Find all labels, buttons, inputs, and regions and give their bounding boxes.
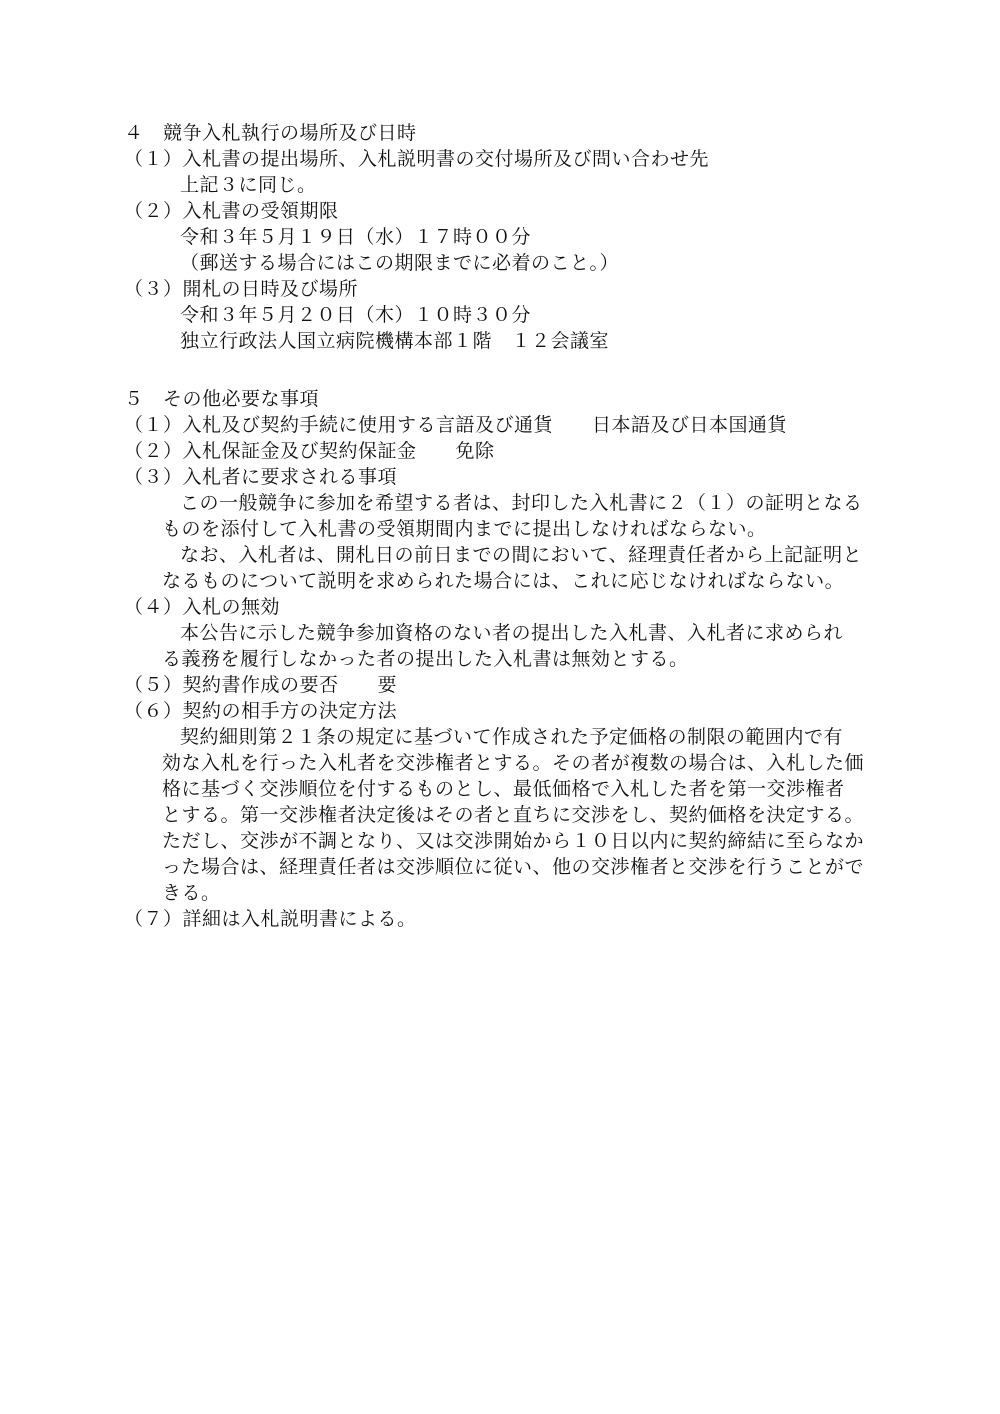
section5-item6-line6: った場合は、経理責任者は交渉順位に従い、他の交渉権者と交渉を行うことがで [162,856,865,878]
section5-item6-line4: とする。第一交渉権者決定後はその者と直ちに交渉をし、契約価格を決定する。 [162,804,865,826]
section5-item3-p2-line2: なるものについて説明を求められた場合には、これに応じなければならない。 [162,570,845,592]
section5-item6-line7: きる。 [162,882,221,904]
section5-item7: （７）詳細は入札説明書による。 [124,908,417,930]
section4-item2-note: （郵送する場合にはこの期限までに必着のこと。） [180,252,620,274]
section5-item6-line3: 格に基づく交渉順位を付するものとし、最低価格で入札した者を第一交渉権者 [162,778,845,800]
section5-item6-line1: 契約細則第２１条の規定に基づいて作成された予定価格の制限の範囲内で有 [180,726,844,748]
section4-item3-title: （３）開札の日時及び場所 [124,278,359,300]
section5-heading: ５ その他必要な事項 [124,388,320,410]
section5-item4-line2: る義務を履行しなかった者の提出した入札書は無効とする。 [162,648,689,670]
section5-item3-title: （３）入札者に要求される事項 [124,466,398,488]
section4-item3-place: 独立行政法人国立病院機構本部１階 １２会議室 [180,330,610,352]
section5-item3-p2-line1: なお、入札者は、開札日の前日までの間において、経理責任者から上記証明と [180,544,863,566]
section4-item3-date: 令和３年５月２０日（木）１０時３０分 [180,304,532,326]
section5-item6-title: （６）契約の相手方の決定方法 [124,700,398,722]
section5-item6-line2: 効な入札を行った入札者を交渉権者とする。その者が複数の場合は、入札した価 [162,752,865,774]
section4-item1-title: （１）入札書の提出場所、入札説明書の交付場所及び問い合わせ先 [124,148,710,170]
section5-item2: （２）入札保証金及び契約保証金 免除 [124,440,495,462]
section5-item6-line5: ただし、交渉が不調となり、又は交渉開始から１０日以内に契約締結に至らなか [162,830,865,852]
section5-item3-p1-line2: ものを添付して入札書の受領期間内までに提出しなければならない。 [162,518,767,540]
section5-item4-line1: 本公告に示した競争参加資格のない者の提出した入札書、入札者に求められ [180,622,844,644]
section4-item2-title: （２）入札書の受領期限 [124,200,339,222]
section5-item5: （５）契約書作成の要否 要 [124,674,398,696]
section4-heading: ４ 競争入札執行の場所及び日時 [124,122,417,144]
section4-item2-date: 令和３年５月１９日（水）１７時００分 [180,226,532,248]
section4-item1-body: 上記３に同じ。 [180,174,317,196]
section5-item1: （１）入札及び契約手続に使用する言語及び通貨 日本語及び日本国通貨 [124,414,788,436]
section5-item4-title: （４）入札の無効 [124,596,281,618]
section5-item3-p1-line1: この一般競争に参加を希望する者は、封印した入札書に２（１）の証明となる [180,492,863,514]
